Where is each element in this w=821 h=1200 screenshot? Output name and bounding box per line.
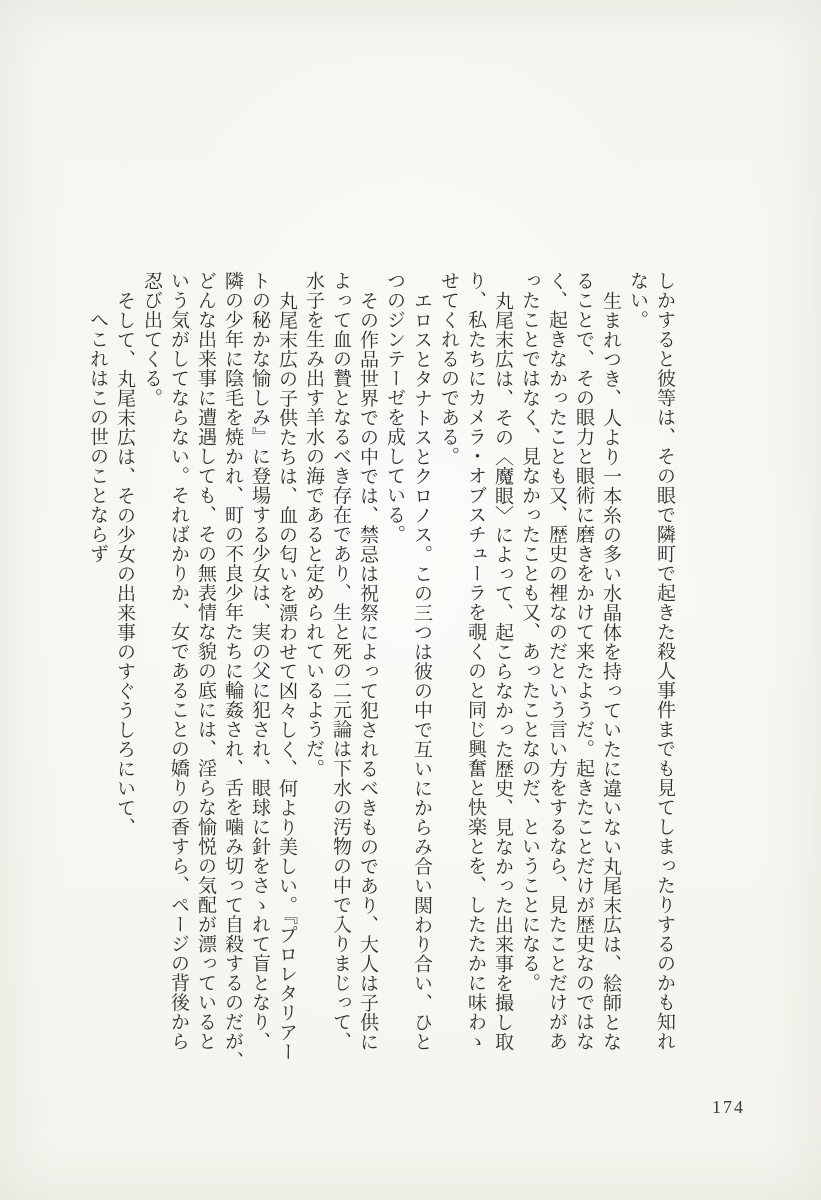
text-column: せてくれるのである。 (438, 271, 459, 466)
text-column: そして、丸尾末広は、その少女の出来事のすぐうしろにいて、 (114, 290, 135, 837)
text-column: へこれはこの世のことならず (87, 310, 108, 564)
text-block (82, 271, 678, 1071)
text-column: その作品世界での中では、禁忌は祝祭によって犯されるべきものであり、大人は子供に (357, 290, 378, 1051)
page-number: 174 (712, 1097, 745, 1117)
text-column: く、起きなかったことも又、歴史の裡なのだという言い方をするなら、見たことだけがあ (546, 271, 567, 1051)
text-column: どんな出来事に遭遇しても、その無表情な貌の底には、淫らな愉悦の気配が漂っていると (195, 271, 216, 1051)
text-column: 水子を生み出す羊水の海であると定められているようだ。 (303, 271, 324, 778)
text-column: つのジンテーゼを成している。 (384, 271, 405, 544)
text-column: 隣の少年に陰毛を焼かれ、町の不良少年たちに輪姦され、舌を噛み切って自殺するのだが、 (222, 271, 243, 1071)
text-column: ることで、その眼力と眼術に磨きをかけて来たようだ。起きたことだけが歴史なのではな (573, 271, 594, 1051)
text-column: 丸尾末広は、その〈魔眼〉によって、起こらなかった歴史、見なかった出来事を撮し取 (492, 290, 513, 1051)
text-column: しかすると彼等は、その眼で隣町で起きた殺人事件までも見てしまったりするのかも知れ (654, 271, 675, 1051)
text-column: 丸尾末広の子供たちは、血の匂いを漂わせて凶々しく、何より美しい。『プロレタリアー (276, 290, 297, 1061)
text-column: トの秘かな愉しみ』に登場する少女は、実の父に犯され、眼球に針をさゝれて盲となり、 (249, 271, 270, 1051)
text-column: 生まれつき、人より一本糸の多い水晶体を持っていたに違いない丸尾末広は、絵師とな (600, 290, 621, 1051)
text-column: ない。 (627, 271, 648, 330)
text-column: いう気がしてならない。そればかりか、女であることの嬌りの香すら、ページの背後から (168, 271, 189, 1051)
text-column: 忍び出てくる。 (141, 271, 162, 408)
text-column: エロスとタナトスとクロノス。この三つは彼の中で互いにからみ合い関わり合い、ひと (411, 290, 432, 1051)
text-column: ったことではなく、見なかったことも又、あったことなのだ、ということになる。 (519, 271, 540, 993)
text-column: よって血の贄となるべき存在であり、生と死の二元論は下水の汚物の中で入りまじって、 (330, 271, 351, 1051)
text-column: り、私たちにカメラ・オブスチューラを覗くのと同じ興奮と快楽とを、したたかに味わゝ (465, 271, 486, 1051)
